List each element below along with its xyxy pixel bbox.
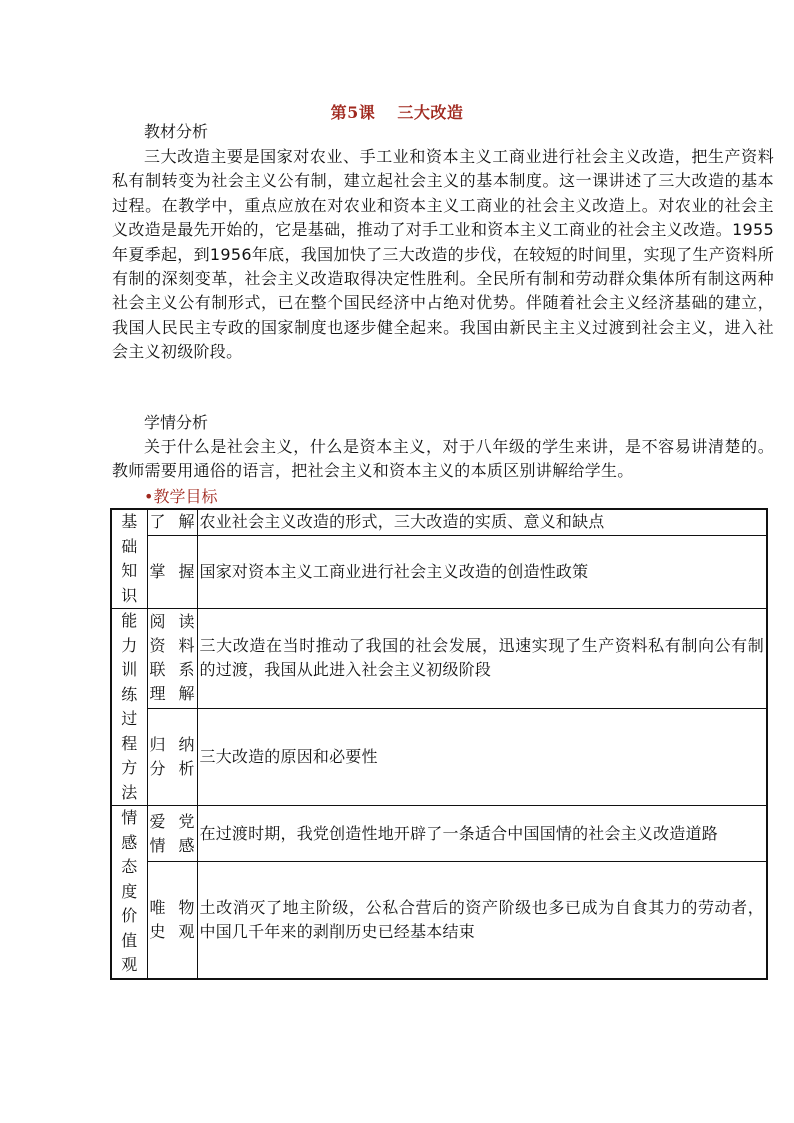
student-analysis-body: 关于什么是社会主义，什么是资本主义，对于八年级的学生来讲，是不容易讲清楚的。教师需要用通俗的语言，把社会主义和资本主义的本质区别讲解给学生。 (112, 437, 774, 481)
goal-text-cell: 三大改造的原因和必要性 (197, 708, 767, 806)
category-cell: 情感态度价值观 (111, 806, 147, 979)
goal-text-cell: 三大改造在当时推动了我国的社会发展，迅速实现了生产资料私有制向公有制的过渡，我国从此进入社会主义初级阶段 (197, 609, 767, 709)
student-analysis-heading: 学情分析 (144, 413, 209, 432)
page-title (0, 100, 794, 123)
table-row (111, 509, 767, 535)
category-cell: 基础知识 (111, 509, 147, 609)
table-row (111, 535, 767, 608)
subcategory-cell: 归纳分析 (147, 708, 197, 806)
teaching-goals-table (110, 508, 768, 980)
goal-text-cell: 农业社会主义改造的形式，三大改造的实质、意义和缺点 (197, 509, 767, 535)
goal-text-cell: 在过渡时期，我党创造性地开辟了一条适合中国国情的社会主义改造道路 (197, 806, 767, 862)
subcategory-cell: 了解 (147, 509, 197, 535)
table-row (111, 806, 767, 862)
goal-text-cell: 土改消灭了地主阶级，公私合营后的资产阶级也多已成为自食其力的劳动者，中国几千年来的剥削历史已经基本结束 (197, 862, 767, 979)
lesson-number: 第5课 (330, 103, 376, 122)
teaching-goals-heading: •教学目标 (144, 487, 218, 506)
subcategory-cell: 唯物史观 (147, 862, 197, 979)
subcategory-cell: 掌握 (147, 535, 197, 608)
lesson-name: 三大改造 (397, 103, 464, 122)
subcategory-cell: 阅读资料联系理解 (147, 609, 197, 709)
category-cell: 能力训练过程方法 (111, 609, 147, 806)
table-row (111, 862, 767, 979)
textbook-analysis-heading: 教材分析 (144, 122, 209, 141)
table-row (111, 609, 767, 709)
table-row (111, 708, 767, 806)
textbook-analysis-body: 三大改造主要是国家对农业、手工业和资本主义工商业进行社会主义改造，把生产资料私有制转变为社会主义公有制，建立起社会主义的基本制度。这一课讲述了三大改造的基本过程。在教学中，重点应放在对农业和资本主义工商业的社会主义改造上。对农业的社会主义改造是最先开始的，它是基础，推动了对手工业和资本主义工商业的社会主义改造。1955年夏季起，到1956年底，我国加快了三大改造的步伐，在较短的时间里，实现了生产资料所有制的深刻变革，社会主义改造取得决定性胜利。全民所有制和劳动群众集体所有制这两种社会主义公有制形式，已在整个国民经济中占绝对优势。伴随着社会主义经济基础的建立，我国人民民主专政的国家制度也逐步健全起来。我国由新民主主义过渡到社会主义，进入社会主义初级阶段。 (112, 147, 774, 362)
goal-text-cell: 国家对资本主义工商业进行社会主义改造的创造性政策 (197, 535, 767, 608)
subcategory-cell: 爱党情感 (147, 806, 197, 862)
